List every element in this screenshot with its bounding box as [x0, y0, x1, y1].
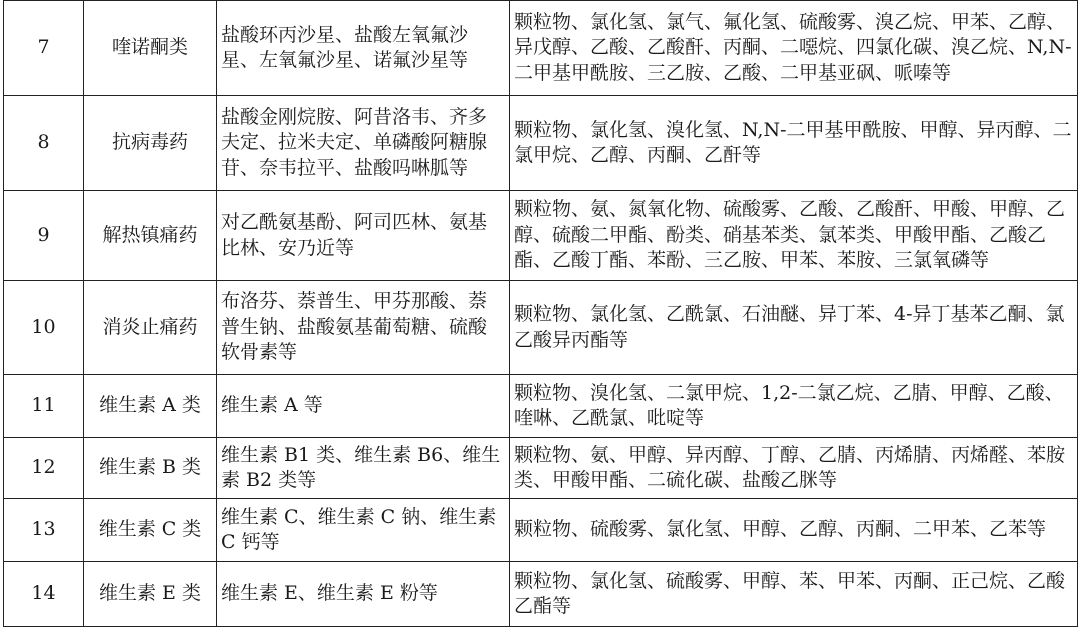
drug-category: 喹诺酮类 [84, 1, 217, 96]
representative-drugs: 维生素 A 等 [217, 375, 510, 438]
row-number: 14 [4, 562, 84, 627]
table-row [4, 96, 1078, 191]
representative-drugs: 盐酸金刚烷胺、阿昔洛韦、齐多夫定、拉米夫定、单磷酸阿糖腺苷、奈韦拉平、盐酸吗啉胍等 [217, 96, 510, 191]
pollutant-table [3, 0, 1078, 627]
row-number: 10 [4, 281, 84, 375]
representative-drugs: 维生素 C、维生素 C 钠、维生素 C 钙等 [217, 499, 510, 562]
drug-category: 维生素 B 类 [84, 438, 217, 499]
representative-drugs: 对乙酰氨基酚、阿司匹林、氨基比林、安乃近等 [217, 191, 510, 281]
table-row [4, 191, 1078, 281]
representative-drugs: 盐酸环丙沙星、盐酸左氧氟沙星、左氧氟沙星、诺氟沙星等 [217, 1, 510, 96]
pollutant-list: 颗粒物、氯化氢、氯气、氟化氢、硫酸雾、溴乙烷、甲苯、乙醇、异戊醇、乙酸、乙酸酐、丙酮、二噁烷、四氯化碳、溴乙烷、N,N-二甲基甲酰胺、三乙胺、乙酸、二甲基亚砜、哌嗪等 [510, 1, 1078, 96]
row-number: 12 [4, 438, 84, 499]
row-number: 13 [4, 499, 84, 562]
drug-category: 维生素 E 类 [84, 562, 217, 627]
representative-drugs: 布洛芬、萘普生、甲芬那酸、萘普生钠、盐酸氨基葡萄糖、硫酸软骨素等 [217, 281, 510, 375]
table-row [4, 375, 1078, 438]
row-number: 9 [4, 191, 84, 281]
drug-category: 维生素 A 类 [84, 375, 217, 438]
drug-category: 消炎止痛药 [84, 281, 217, 375]
drug-category: 维生素 C 类 [84, 499, 217, 562]
table-row [4, 1, 1078, 96]
pollutant-list: 颗粒物、氯化氢、乙酰氯、石油醚、异丁苯、4-异丁基苯乙酮、氯乙酸异丙酯等 [510, 281, 1078, 375]
row-number: 7 [4, 1, 84, 96]
pollutant-list: 颗粒物、硫酸雾、氯化氢、甲醇、乙醇、丙酮、二甲苯、乙苯等 [510, 499, 1078, 562]
pollutant-list: 颗粒物、氨、氮氧化物、硫酸雾、乙酸、乙酸酐、甲酸、甲醇、乙醇、硫酸二甲酯、酚类、硝基苯类、氯苯类、甲酸甲酯、乙酸乙酯、乙酸丁酯、苯酚、三乙胺、甲苯、苯胺、三氯氧磷等 [510, 191, 1078, 281]
pollutant-list: 颗粒物、氯化氢、溴化氢、N,N-二甲基甲酰胺、甲醇、异丙醇、二氯甲烷、乙醇、丙酮、乙酐等 [510, 96, 1078, 191]
drug-category: 抗病毒药 [84, 96, 217, 191]
drug-category: 解热镇痛药 [84, 191, 217, 281]
representative-drugs: 维生素 B1 类、维生素 B6、维生素 B2 类等 [217, 438, 510, 499]
row-number: 8 [4, 96, 84, 191]
table-row [4, 281, 1078, 375]
pollutant-list: 颗粒物、氯化氢、硫酸雾、甲醇、苯、甲苯、丙酮、正己烷、乙酸乙酯等 [510, 562, 1078, 627]
table-row [4, 438, 1078, 499]
table-row [4, 499, 1078, 562]
table-row [4, 562, 1078, 627]
row-number: 11 [4, 375, 84, 438]
pollutant-list: 颗粒物、氨、甲醇、异丙醇、丁醇、乙腈、丙烯腈、丙烯醛、苯胺类、甲酸甲酯、二硫化碳、盐酸乙脒等 [510, 438, 1078, 499]
table-body [4, 1, 1078, 627]
pollutant-list: 颗粒物、溴化氢、二氯甲烷、1,2-二氯乙烷、乙腈、甲醇、乙酸、喹啉、乙酰氯、吡啶等 [510, 375, 1078, 438]
representative-drugs: 维生素 E、维生素 E 粉等 [217, 562, 510, 627]
